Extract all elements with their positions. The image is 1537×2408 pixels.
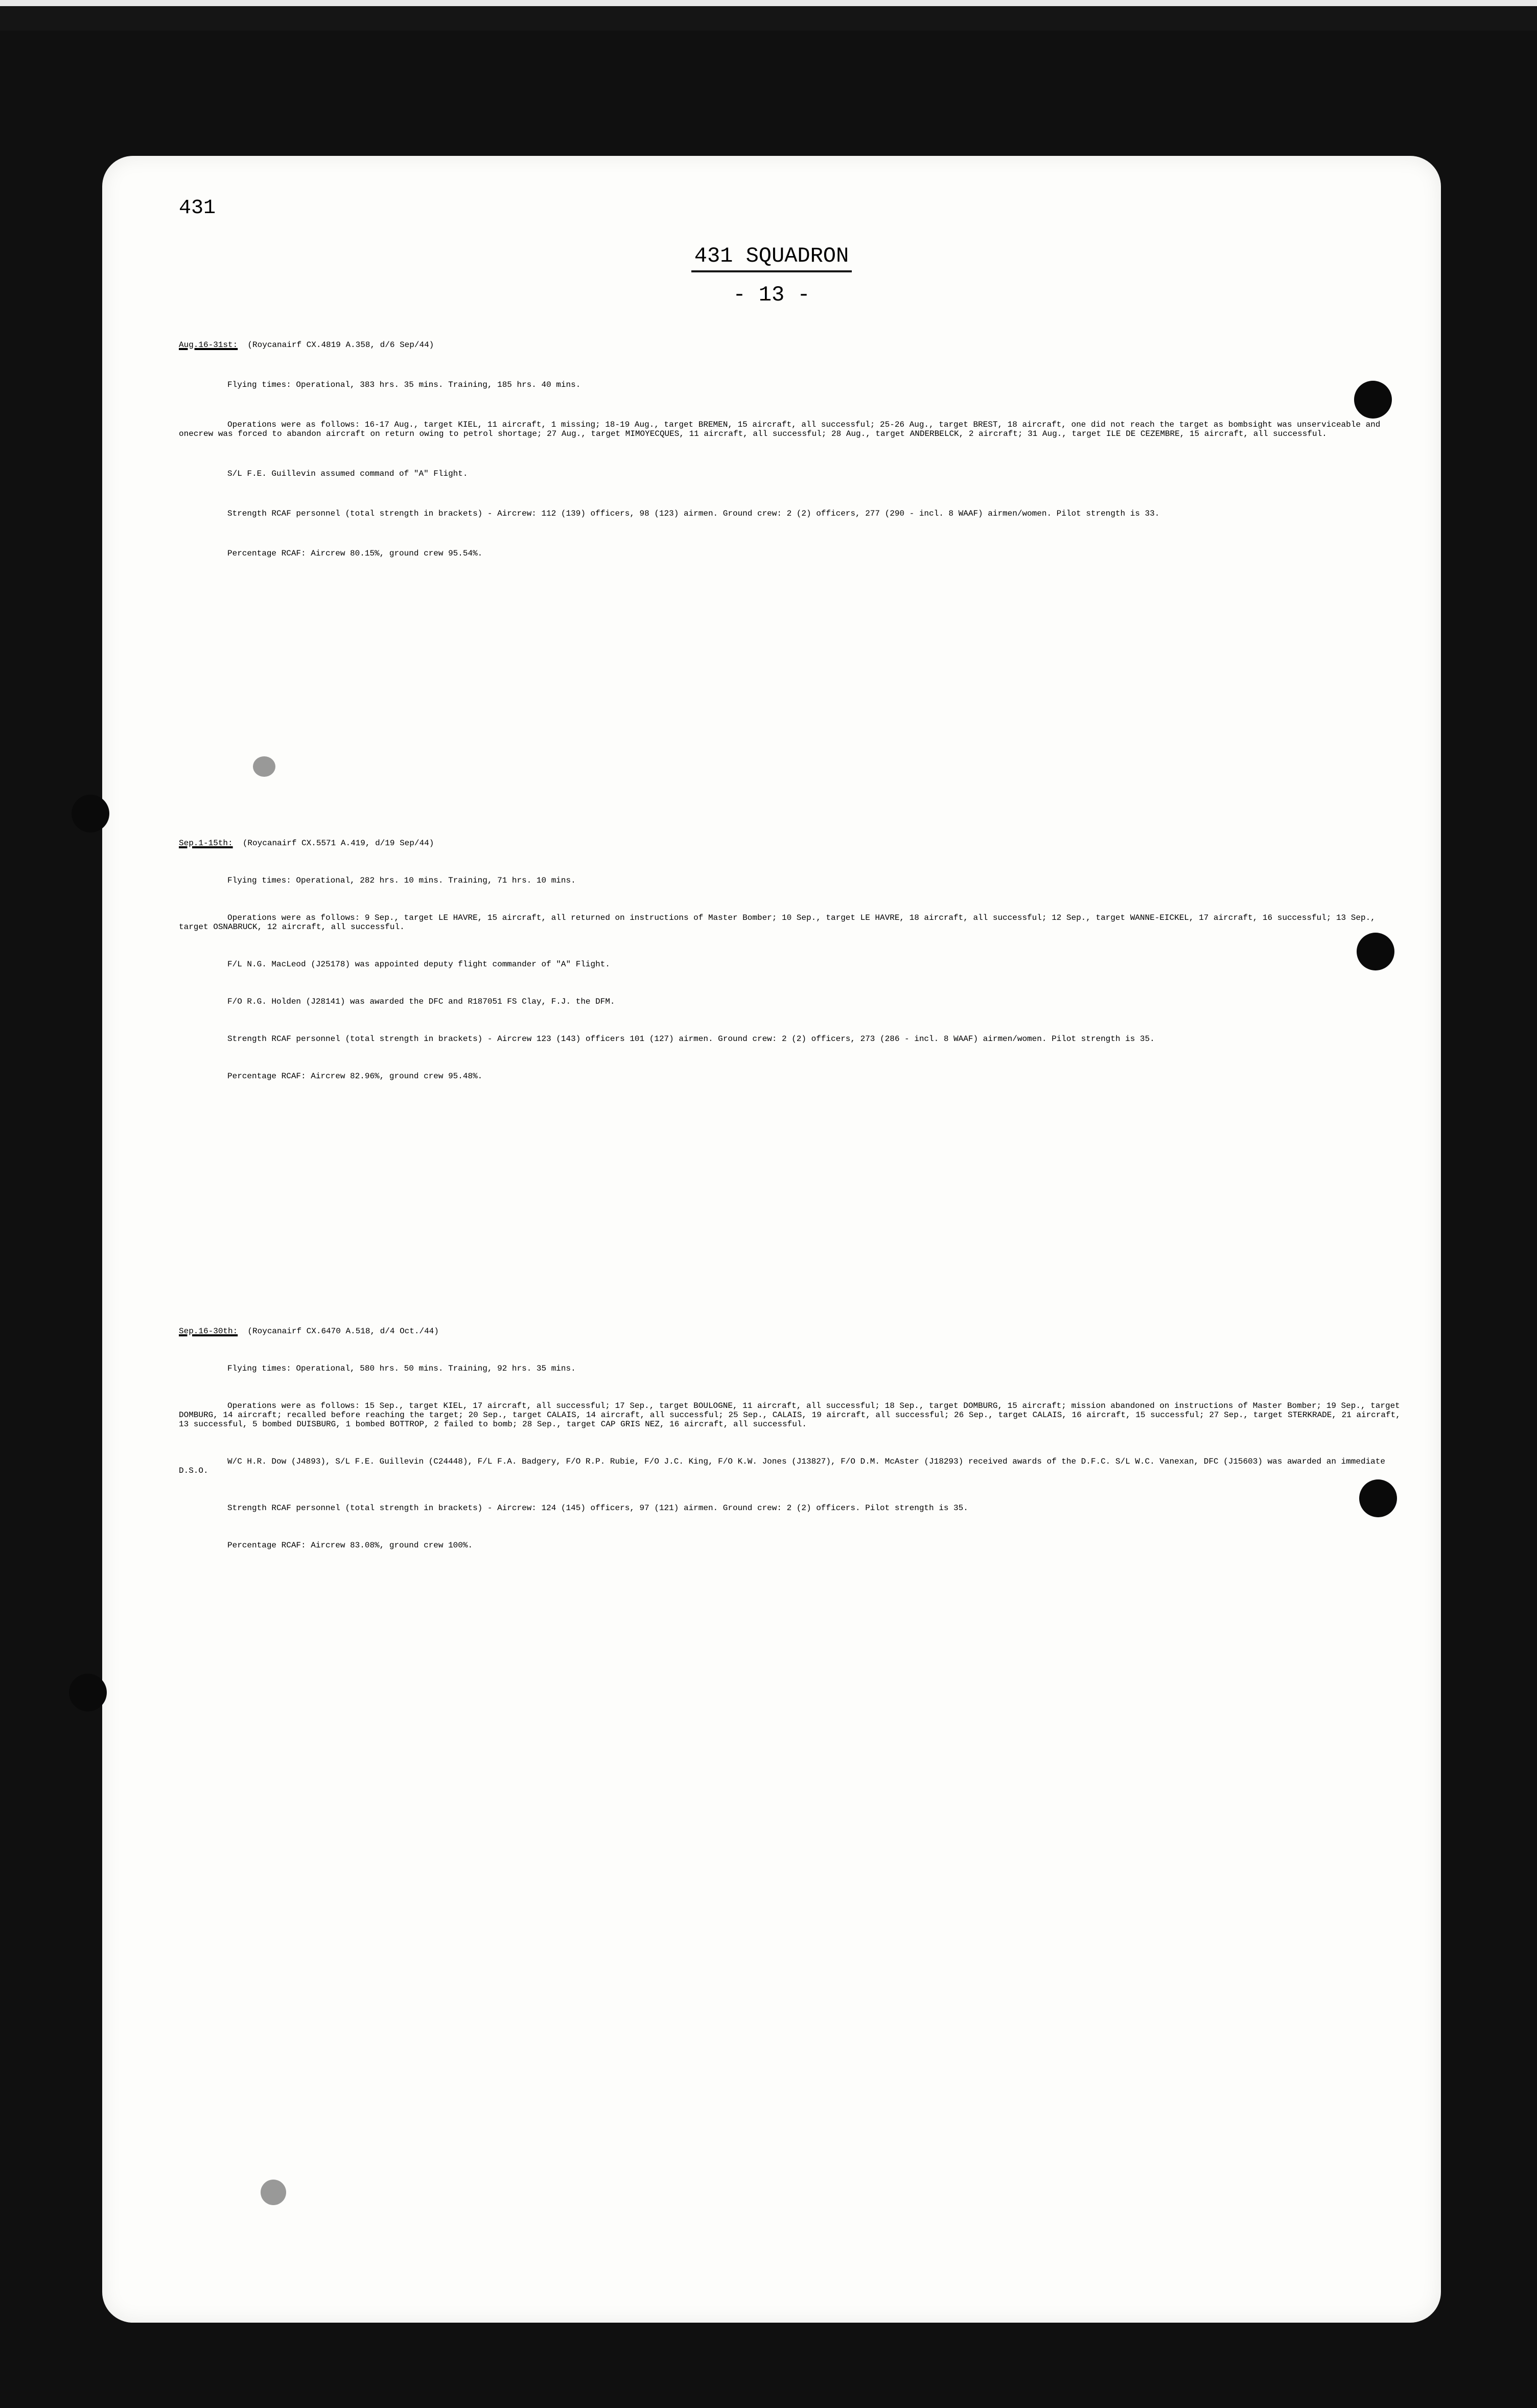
awards-note: W/C H.R. Dow (J4893), S/L F.E. Guillevin (C24448), F/L F.A. Badgery, F/O R.P. Rubie, F/O J.C. King, F/O K.W. Jones (J13827), F/O D.M. McAster (J18293) received awards of the D.F.C. S/L W.C. Vanexan, DFC (J15603) was awarded an immediate D.S.O. (179, 1457, 1385, 1475)
flying-times: Flying times: Operational, 282 hrs. 10 mins. Training, 71 hrs. 10 mins. (227, 876, 576, 885)
punch-hole (69, 1674, 107, 1711)
entry-header (179, 1327, 1405, 1336)
percentage-line: Percentage RCAF: Aircrew 80.15%, ground crew 95.54%. (227, 549, 483, 558)
strength-paragraph: Strength RCAF personnel (total strength in brackets) - Aircrew: 112 (139) officers, 98 (123) airmen. Ground crew: 2 (2) officers, 277 (290 - incl. 8 WAAF) airmen/women. Pilot strength is 33. (227, 509, 1160, 518)
ink-smudge (253, 756, 275, 777)
entry-reference: (Roycanairf CX.6470 A.518, d/4 Oct./44) (247, 1327, 439, 1336)
operations-paragraph: Operations were as follows: 16-17 Aug., target KIEL, 11 aircraft, 1 missing; 18-19 Aug., target BREMEN, 15 aircraft, all successful; 25-26 Aug., target BREST, 18 aircraft, one did not reach the target as bombsight was unserviceable and onecrew was forced to abandon aircraft on return owing to petrol shortage; 27 Aug., target MIMOYECQUES, 11 aircraft, all successful; 28 Aug., target ANDERBELCK, 2 aircraft; 31 Aug., target ILE DE CEZEMBRE, 15 aircraft, all successful. (179, 420, 1381, 438)
entry-reference: (Roycanairf CX.4819 A.358, d/6 Sep/44) (247, 340, 434, 350)
command-note: S/L F.E. Guillevin assumed command of "A" Flight. (227, 469, 468, 478)
awards-note: F/O R.G. Holden (J28141) was awarded the DFC and R187051 FS Clay, F.J. the DFM. (227, 997, 615, 1006)
entry-reference: (Roycanairf CX.5571 A.419, d/19 Sep/44) (242, 839, 434, 848)
entry-aug-16-31 (179, 332, 1405, 566)
punch-hole (72, 795, 109, 832)
operations-paragraph: Operations were as follows: 15 Sep., target KIEL, 17 aircraft, all successful; 17 Sep., target BOULOGNE, 11 aircraft, all successful; 18 Sep., target DOMBURG, 15 aircraft; mission abandoned on instructions of Master Bomber; 19 Sep., target DOMBURG, 14 aircraft; recalled before reaching the target; 20 Sep., target CALAIS, 14 aircraft, all successful; 25 Sep., CALAIS, 19 aircraft, all successful; 26 Sep., target CALAIS, 16 aircraft, 15 successful; 27 Sep., target STERKRADE, 21 aircraft, 13 successful, 5 bombed DUISBURG, 1 bombed BOTTROP, 2 failed to bomb; 28 Sep., target CAP GRIS NEZ, 16 aircraft, all successful. (179, 1401, 1401, 1429)
film-strip-top (0, 0, 1537, 31)
percentage-line: Percentage RCAF: Aircrew 82.96%, ground crew 95.48%. (227, 1072, 483, 1081)
page-folio: 431 (179, 197, 216, 220)
flying-times: Flying times: Operational, 580 hrs. 50 mins. Training, 92 hrs. 35 mins. (227, 1364, 576, 1373)
entry-header (179, 340, 1405, 350)
document-title-block (102, 243, 1441, 308)
page-number: - 13 - (733, 283, 810, 307)
entry-header (179, 839, 1405, 848)
entry-period: Sep.16-30th: (179, 1327, 238, 1336)
percentage-line: Percentage RCAF: Aircrew 83.08%, ground crew 100%. (227, 1541, 473, 1550)
entry-period: Sep.1-15th: (179, 839, 233, 848)
operations-paragraph: Operations were as follows: 9 Sep., target LE HAVRE, 15 aircraft, all returned on instructions of Master Bomber; 10 Sep., target LE HAVRE, 18 aircraft, all successful; 12 Sep., target WANNE-EICKEL, 17 aircraft, 16 successful; 13 Sep., target OSNABRUCK, 12 aircraft, all successful. (179, 913, 1376, 932)
document-page (102, 156, 1441, 2323)
entry-sep-16-30 (179, 1318, 1405, 1558)
appointment-note: F/L N.G. MacLeod (J25178) was appointed deputy flight commander of "A" Flight. (227, 960, 610, 969)
strength-paragraph: Strength RCAF personnel (total strength in brackets) - Aircrew 123 (143) officers 101 (127) airmen. Ground crew: 2 (2) officers, 273 (286 - incl. 8 WAAF) airmen/women. Pilot strength is 35. (227, 1034, 1155, 1044)
strength-paragraph: Strength RCAF personnel (total strength in brackets) - Aircrew: 124 (145) officers, 97 (121) airmen. Ground crew: 2 (2) officers. Pilot strength is 35. (227, 1503, 968, 1513)
ink-smudge (261, 2180, 286, 2205)
squadron-title: 431 SQUADRON (691, 243, 852, 272)
entry-sep-1-15 (179, 830, 1405, 1089)
entry-period: Aug.16-31st: (179, 340, 238, 350)
flying-times: Flying times: Operational, 383 hrs. 35 mins. Training, 185 hrs. 40 mins. (227, 380, 581, 389)
